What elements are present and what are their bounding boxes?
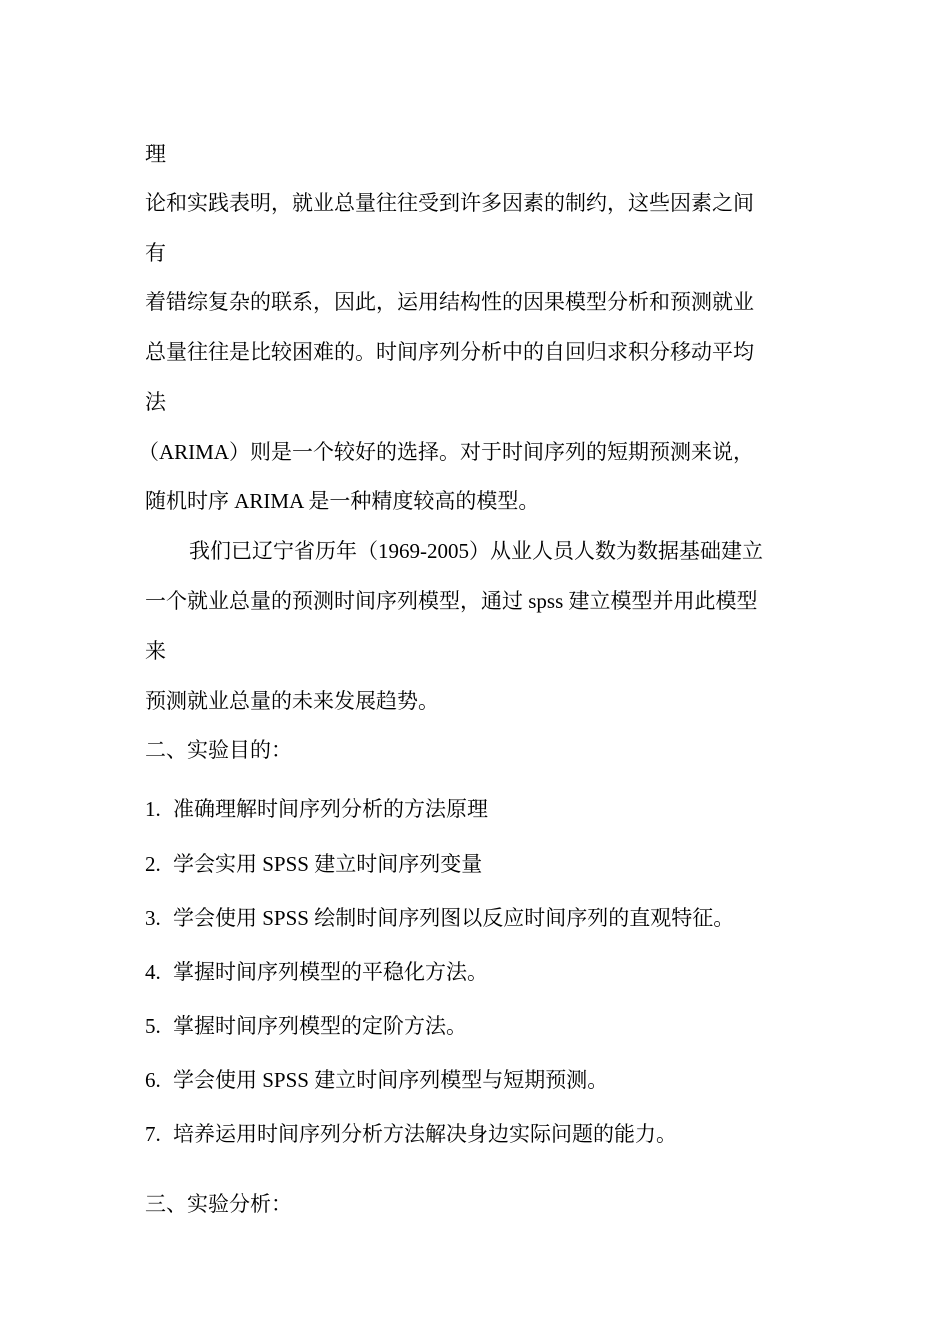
- section3-heading: 三、实验分析：: [145, 1192, 292, 1216]
- list-item: [145, 1066, 608, 1094]
- paragraph1-line-1: 理: [145, 142, 166, 166]
- list-item-number: 1.: [145, 797, 161, 821]
- paragraph1-line-7: （ARIMA）则是一个较好的选择。对于时间序列的短期预测来说，: [138, 440, 755, 464]
- paragraph2-line-3: 来: [145, 639, 166, 663]
- paragraph1-line-8: 随机时序 ARIMA 是一种精度较高的模型。: [145, 489, 540, 513]
- list-item-number: 5.: [145, 1014, 161, 1038]
- paragraph2-line-2: 一个就业总量的预测时间序列模型，通过 spss 建立模型并用此模型: [145, 589, 758, 613]
- list-item-number: 7.: [145, 1122, 161, 1146]
- list-item-text: 学会实用 SPSS 建立时间序列变量: [173, 852, 483, 876]
- list-item: [145, 904, 734, 932]
- list-item-number: 6.: [145, 1068, 161, 1092]
- paragraph1-line-4: 着错综复杂的联系，因此，运用结构性的因果模型分析和预测就业: [145, 290, 754, 314]
- list-item: [145, 958, 488, 986]
- list-item-text: 掌握时间序列模型的平稳化方法。: [173, 960, 488, 984]
- paragraph2-line-4: 预测就业总量的未来发展趋势。: [145, 689, 439, 713]
- list-item-text: 掌握时间序列模型的定阶方法。: [173, 1014, 467, 1038]
- list-item-text: 学会使用 SPSS 绘制时间序列图以反应时间序列的直观特征。: [173, 906, 735, 930]
- section2-heading: 二、实验目的：: [145, 738, 292, 762]
- list-item-text: 学会使用 SPSS 建立时间序列模型与短期预测。: [173, 1068, 609, 1092]
- list-item: [145, 1012, 467, 1040]
- paragraph1-line-5: 总量往往是比较困难的。时间序列分析中的自回归求积分移动平均: [145, 340, 754, 364]
- list-item: [145, 1120, 677, 1148]
- list-item-number: 3.: [145, 906, 161, 930]
- list-item: [145, 850, 482, 878]
- paragraph2-line-1: 我们已辽宁省历年（1969-2005）从业人员人数为数据基础建立: [189, 539, 763, 563]
- list-item-number: 2.: [145, 852, 161, 876]
- list-item: [145, 795, 488, 823]
- paragraph1-line-3: 有: [145, 241, 166, 265]
- list-item-text: 培养运用时间序列分析方法解决身边实际问题的能力。: [173, 1122, 677, 1146]
- paragraph1-line-2: 论和实践表明，就业总量往往受到许多因素的制约，这些因素之间: [145, 191, 754, 215]
- list-item-number: 4.: [145, 960, 161, 984]
- paragraph1-line-6: 法: [145, 390, 166, 414]
- list-item-text: 准确理解时间序列分析的方法原理: [173, 797, 488, 821]
